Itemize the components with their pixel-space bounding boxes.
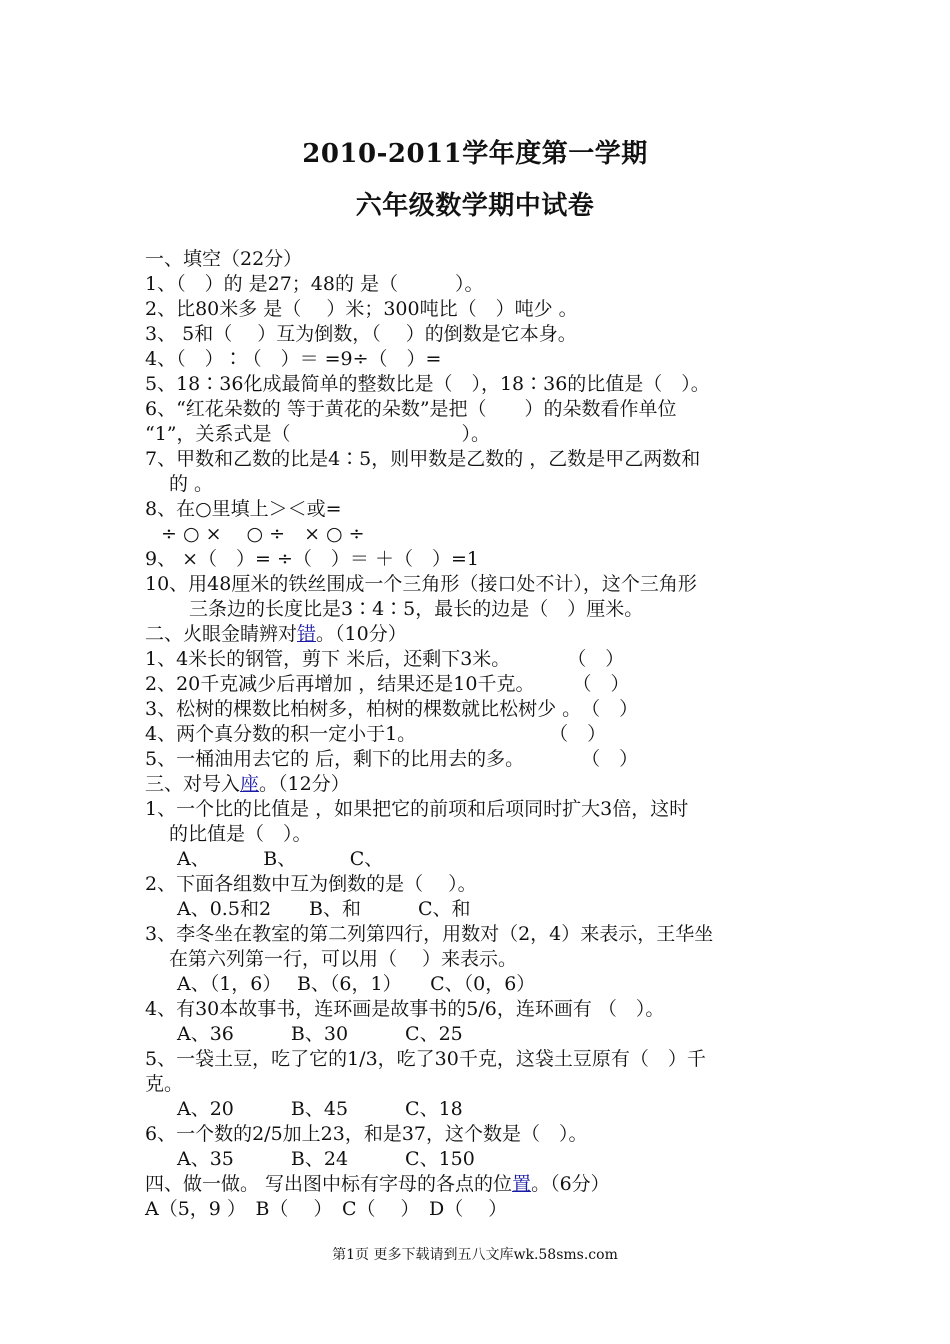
line-text: A、 B、 C、 xyxy=(177,848,384,870)
line-text: A、36 B、30 C、25 xyxy=(177,1023,463,1045)
line-text: 的比值是（ ）。 xyxy=(169,823,312,845)
exam-line xyxy=(145,472,815,497)
exam-line xyxy=(145,672,815,697)
exam-line xyxy=(145,372,815,397)
line-text: 5、一桶油用去它的 后，剩下的比用去的多。 （ ） xyxy=(145,748,639,770)
inline-link[interactable]: 置 xyxy=(512,1173,532,1195)
exam-line xyxy=(145,1172,815,1197)
exam-line xyxy=(145,722,815,747)
exam-line xyxy=(145,822,815,847)
exam-line xyxy=(145,1072,815,1097)
line-text: 6、“红花朵数的 等于黄花的朵数”是把（ ）的朵数看作单位 xyxy=(145,398,677,420)
exam-line xyxy=(145,947,815,972)
line-text: 1、一个比的比值是 ，如果把它的前项和后项同时扩大3倍，这时 xyxy=(145,798,689,820)
exam-line xyxy=(145,697,815,722)
exam-line xyxy=(145,447,815,472)
exam-line xyxy=(145,422,815,447)
exam-line xyxy=(145,547,815,572)
exam-line xyxy=(145,1197,815,1222)
line-text: 克。 xyxy=(145,1073,184,1095)
exam-line xyxy=(145,1122,815,1147)
exam-line xyxy=(145,1022,815,1047)
line-text: 5、18∶36化成最简单的整数比是（ ），18∶36的比值是（ ）。 xyxy=(145,373,710,395)
line-text: 1、（ ）的 是27；48的 是（ ）。 xyxy=(145,273,484,295)
exam-line xyxy=(145,397,815,422)
line-text: 2、下面各组数中互为倒数的是（ ）。 xyxy=(145,873,477,895)
line-text: 三条边的长度比是3∶4∶5，最长的边是（ ）厘米。 xyxy=(189,598,644,620)
line-text: 6、一个数的2/5加上23，和是37，这个数是（ ）。 xyxy=(145,1123,588,1145)
exam-line xyxy=(145,922,815,947)
line-text: A、35 B、24 C、150 xyxy=(177,1148,475,1170)
line-text: 2、比80米多 是（ ）米；300吨比（ ）吨少 。 xyxy=(145,298,578,320)
page-footer: 第1页 更多下载请到五八文库wk.58sms.com xyxy=(332,1247,618,1263)
line-text: A（5，9 ） B（ ） C（ ） D（ ） xyxy=(145,1198,508,1220)
exam-line xyxy=(145,247,815,272)
line-text: 3、李冬坐在教室的第二列第四行，用数对（2，4）来表示，王华坐 xyxy=(145,923,714,945)
exam-line xyxy=(145,797,815,822)
exam-line xyxy=(145,597,815,622)
exam-line xyxy=(145,847,815,872)
exam-line xyxy=(145,972,815,997)
line-text: 二、火眼金睛辨对 xyxy=(145,623,298,645)
line-text: A、0.5和2 B、和 C、和 xyxy=(177,898,471,920)
line-text: 2、20千克减少后再增加 ，结果还是10千克。 （ ） xyxy=(145,673,630,695)
line-text: A、20 B、45 C、18 xyxy=(177,1098,463,1120)
line-text: 3、 5和（ ）互为倒数，（ ）的倒数是它本身。 xyxy=(145,323,577,345)
line-text: 三、对号入 xyxy=(145,773,241,795)
line-text: 10、用48厘米的铁丝围成一个三角形（接口处不计），这个三角形 xyxy=(145,573,697,595)
exam-line xyxy=(145,647,815,672)
title-line-1: 2010-2011学年度第一学期 xyxy=(302,139,648,169)
line-text-after: 。（10分） xyxy=(316,623,407,645)
exam-line xyxy=(145,1147,815,1172)
exam-line xyxy=(145,572,815,597)
exam-content xyxy=(145,247,815,1222)
line-text: 一、填空（22分） xyxy=(145,248,303,270)
line-text: 4、两个真分数的积一定小于1。 （ ） xyxy=(145,723,607,745)
line-text: A、（1，6） B、（6，1） C、（0，6） xyxy=(177,973,536,995)
exam-line xyxy=(145,997,815,1022)
line-text: 3、松树的棵数比柏树多，柏树的棵数就比松树少 。 （ ） xyxy=(145,698,639,720)
exam-line xyxy=(145,322,815,347)
line-text: 7、甲数和乙数的比是4∶5，则甲数是乙数的 ，乙数是甲乙两数和 xyxy=(145,448,701,470)
line-text: 9、 ×（ ）= ÷（ ）＝ ＋（ ）=1 xyxy=(145,548,479,570)
inline-link[interactable]: 错 xyxy=(297,623,317,645)
line-text: 4、有30本故事书，连环画是故事书的5/6，连环画有 （ ）。 xyxy=(145,998,665,1020)
exam-line xyxy=(145,297,815,322)
exam-line xyxy=(145,897,815,922)
exam-line xyxy=(145,272,815,297)
line-text: 8、在○里填上＞＜或= xyxy=(145,498,342,520)
exam-line xyxy=(145,772,815,797)
title-line-2: 六年级数学期中试卷 xyxy=(355,191,595,221)
exam-line xyxy=(145,497,815,522)
line-text-after: 。（6分） xyxy=(531,1173,610,1195)
exam-line xyxy=(145,1047,815,1072)
line-text: 5、一袋土豆，吃了它的1/3，吃了30千克，这袋土豆原有（ ）千 xyxy=(145,1048,706,1070)
line-text: 4、（ ）∶（ ）＝ =9÷（ ）= xyxy=(145,348,442,370)
line-text: 在第六列第一行，可以用（ ）来表示。 xyxy=(169,948,518,970)
line-text-after: 。（12分） xyxy=(259,773,350,795)
line-text: “1”，关系式是（ ）。 xyxy=(145,423,491,445)
line-text: 四、做一做。 写出图中标有字母的各点的位 xyxy=(145,1173,513,1195)
exam-line xyxy=(145,872,815,897)
line-text: 的 。 xyxy=(169,473,214,495)
inline-link[interactable]: 座 xyxy=(240,773,260,795)
exam-line xyxy=(145,622,815,647)
exam-line xyxy=(145,1097,815,1122)
exam-line xyxy=(145,747,815,772)
exam-line xyxy=(145,522,815,547)
line-text: 1、4米长的钢管，剪下 米后，还剩下3米。 （ ） xyxy=(145,648,625,670)
exam-line xyxy=(145,347,815,372)
line-text: ÷ ○ × ○ ÷ × ○ ÷ xyxy=(161,523,365,545)
